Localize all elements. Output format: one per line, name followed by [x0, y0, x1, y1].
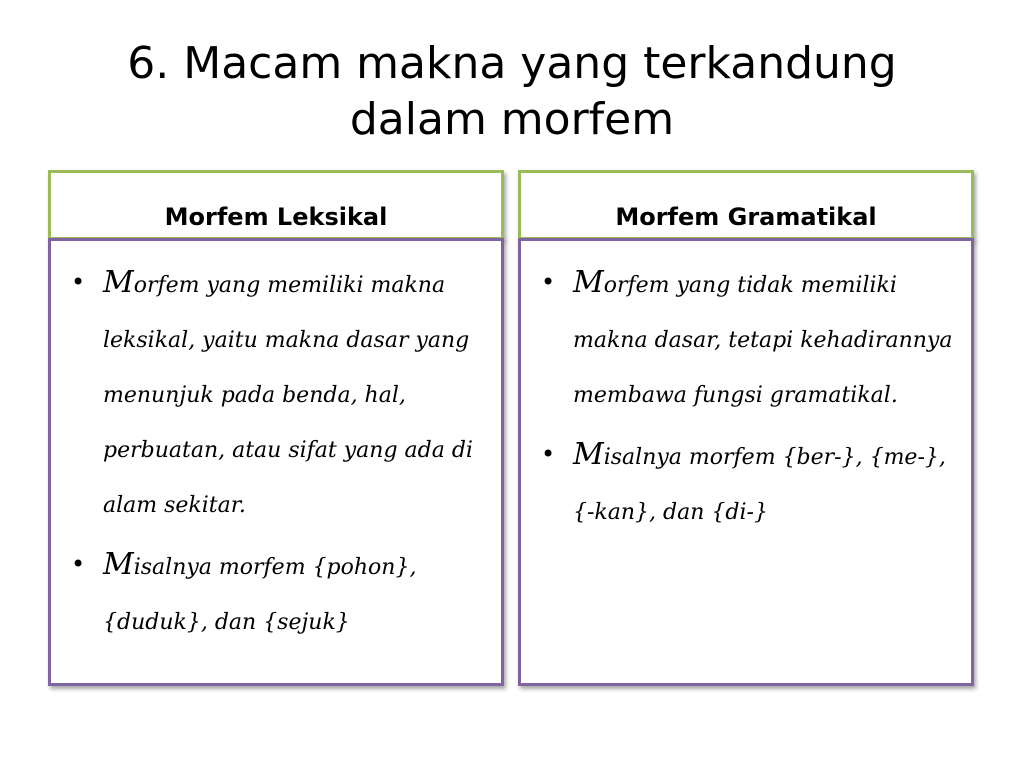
bullet-initial: M: [573, 265, 604, 300]
column-body: [518, 238, 974, 686]
bullet-icon: •: [541, 268, 556, 296]
column-header-label: Morfem Gramatikal: [615, 203, 877, 231]
bullet-list: [59, 255, 491, 650]
bullet-text: orfem yang tidak memiliki makna dasar, tetapi kehadirannya membawa fungsi gramatikal.: [573, 273, 953, 408]
bullet-list: [529, 255, 961, 540]
column-morfem-gramatikal: [518, 170, 974, 686]
bullet-icon: •: [541, 440, 556, 468]
bullet-item: [529, 255, 961, 423]
bullet-icon: •: [71, 550, 86, 578]
bullet-item: [59, 255, 491, 533]
slide-title-line-1: 6. Macam makna yang terkandung: [127, 38, 897, 89]
bullet-text: isalnya morfem {ber-}, {me-}, {-kan}, dan {di-}: [573, 445, 946, 525]
column-header-label: Morfem Leksikal: [164, 203, 388, 231]
bullet-initial: M: [103, 265, 134, 300]
bullet-item: [529, 427, 961, 540]
bullet-initial: M: [573, 437, 604, 472]
column-header: [518, 170, 974, 240]
column-morfem-leksikal: [48, 170, 504, 686]
bullet-text: orfem yang memiliki makna leksikal, yaitu makna dasar yang menunjuk pada benda, hal, perbuatan, atau sifat yang ada di alam sekitar.: [103, 273, 473, 518]
bullet-icon: •: [71, 268, 86, 296]
bullet-initial: M: [103, 547, 134, 582]
column-body: [48, 238, 504, 686]
bullet-text: isalnya morfem {pohon}, {duduk}, dan {sejuk}: [103, 555, 417, 635]
bullet-item: [59, 537, 491, 650]
column-header: [48, 170, 504, 240]
slide-title: [40, 36, 984, 148]
slide-title-line-2: dalam morfem: [349, 94, 675, 145]
